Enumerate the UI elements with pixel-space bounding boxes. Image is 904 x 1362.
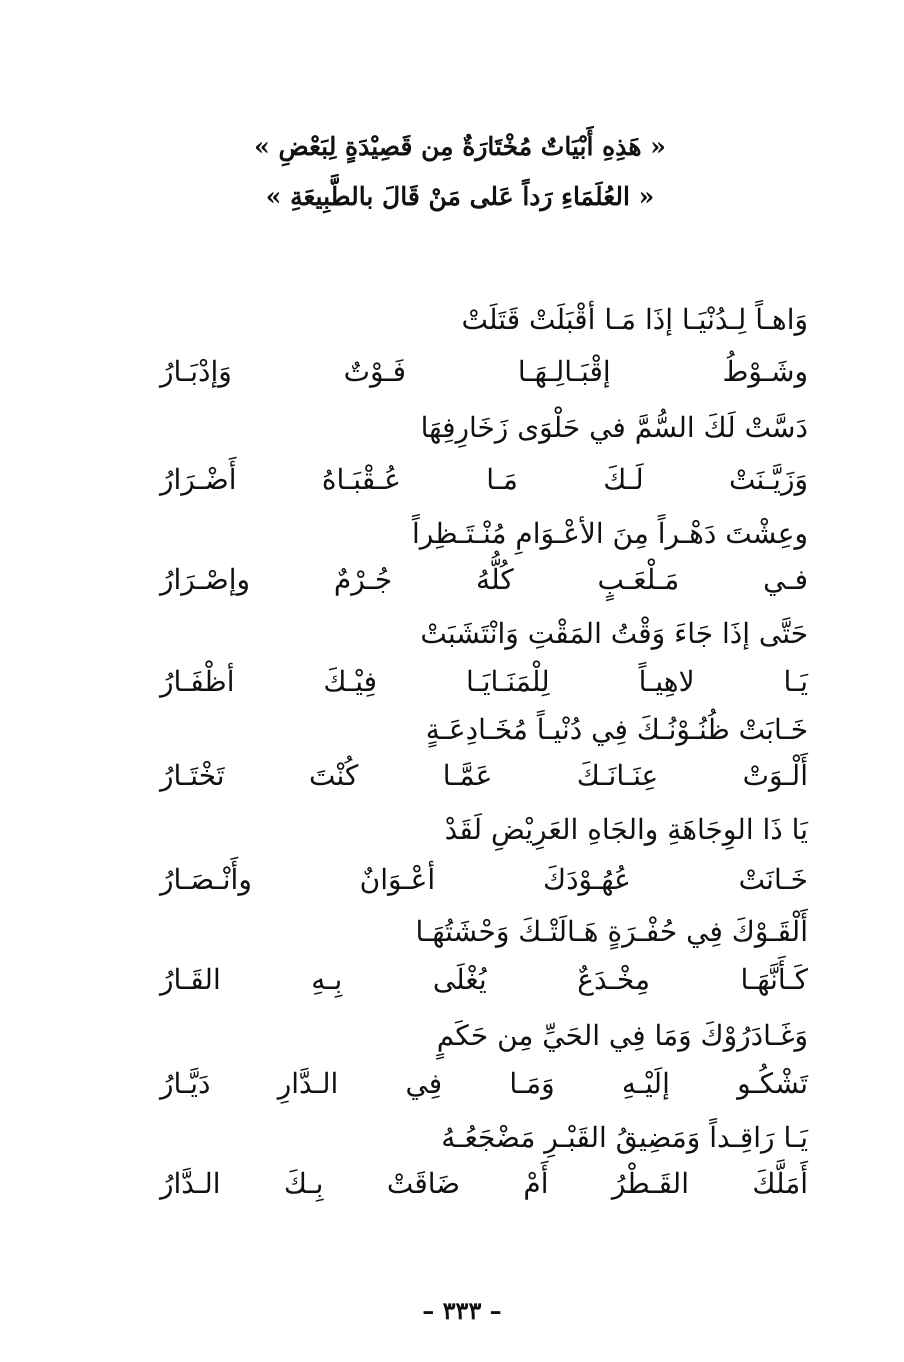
heading-line-2: « العُلَمَاءِ رَداً عَلى مَنْ قَالَ بالطَّبِيعَةِ »	[265, 182, 655, 211]
page-number: – ٣٣٣ –	[422, 1296, 502, 1325]
verse-line-6: فـي مَـلْعَـبٍ كُلُّهُ جُـرْمٌ وإصْـرَارُ	[160, 563, 808, 596]
heading-line-1: « هَذِهِ أَبْيَاتٌ مُخْتَارَةٌ مِن قَصِيْدَةٍ لِبَعْضِ »	[254, 132, 666, 161]
verse-line-14: كَـأَنَّهَـا مِخْـدَعٌ يُغْلَى بِـهِ القَـارُ	[160, 963, 808, 996]
verse-line-12: خَـانَتْ عُهُـوْدَكَ أعْـوَانٌ وأَنْـصَـارُ	[160, 863, 808, 896]
verse-line-11: يَا ذَا الوِجَاهَةِ والجَاهِ العَرِيْضِ لَقَدْ	[444, 813, 808, 846]
verse-line-9: خَـابَتْ ظُنُـوْنُـكَ فِي دُنْيـاً مُخَـادِعَـةٍ	[425, 713, 808, 746]
verse-line-13: أَلْقَـوْكَ فِي حُفْـرَةٍ هَـالَتْـكَ وَحْشَتُهَـا	[415, 915, 808, 948]
verse-line-4: وَزَيَّـنَتْ لَـكَ مَـا عُـقْبَـاهُ أَضْـرَارُ	[160, 463, 808, 496]
verse-line-16: تَشْكُـو إلَيْـهِ وَمَـا فِي الـدَّارِ دَيَّـارُ	[160, 1067, 808, 1100]
verse-line-10: أَلْـوَتْ عِنَـانَـكَ عَمَّـا كُنْتَ تَخْتَـارُ	[160, 759, 808, 792]
verse-line-5: وعِشْتَ دَهْـراً مِنَ الأعْـوَامِ مُنْـتَـظِراً	[411, 517, 808, 550]
verse-line-7: حَتَّى إذَا جَاءَ وَقْتُ المَقْتِ وَانْتَشَبَتْ	[420, 617, 808, 650]
verse-line-2: وشَـوْطُ إقْبَـالِـهَـا فَـوْتٌ وَإدْبَـارُ	[160, 355, 808, 388]
verse-line-18: أَمَلَّكَ القَـطْرُ أَمْ ضَاقَتْ بِـكَ الـدَّارُ	[160, 1167, 808, 1200]
verse-line-1: وَاهـاً لِـدُنْيَـا إذَا مَـا أقْبَلَتْ قَتَلَتْ	[461, 303, 808, 336]
verse-line-8: يَـا لاهِيـاً لِلْمَنَـايَـا فِيْـكَ أظْفَـارُ	[160, 665, 808, 698]
verse-line-17: يَـا رَاقِـداً وَمَضِيقُ القَبْـرِ مَضْجَعُـهُ	[441, 1121, 808, 1154]
verse-line-3: دَسَّتْ لَكَ السُّمَّ في حَلْوَى زَخَارِفِهَا	[420, 411, 808, 444]
verse-line-15: وَغَـادَرُوْكَ وَمَا فِي الحَيِّ مِن حَكَمٍ	[436, 1019, 808, 1052]
